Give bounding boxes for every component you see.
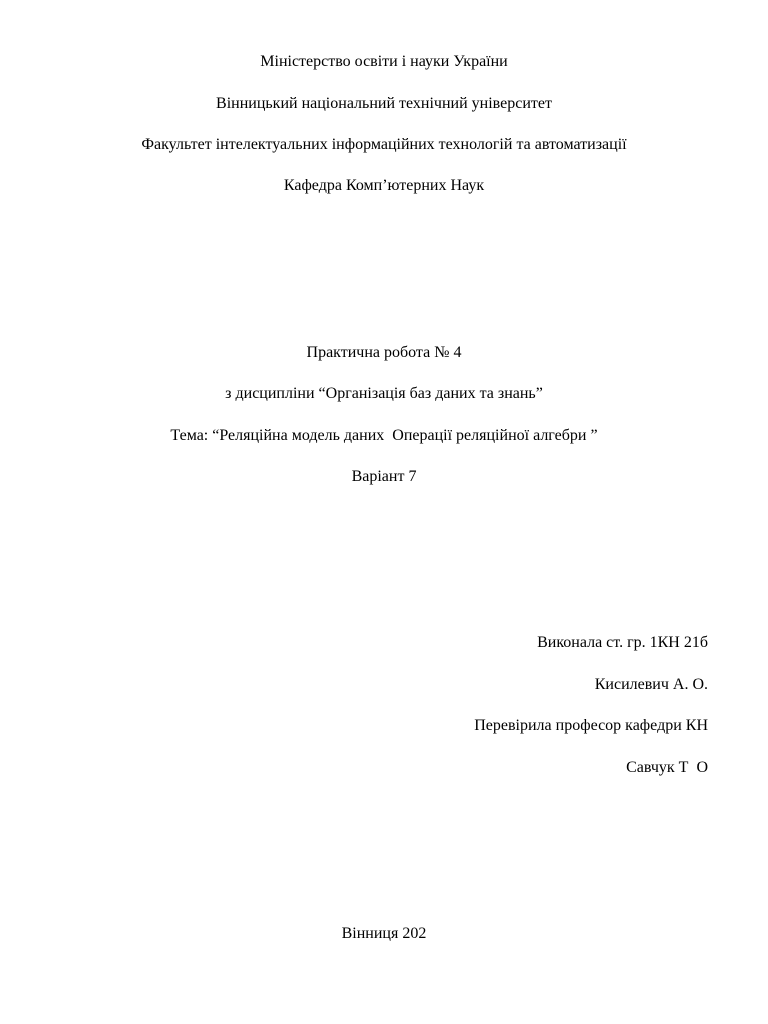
topic-line: Тема: “Реляційна модель даних Операції реляційної алгебри ” xyxy=(170,427,598,444)
performed-by-line: Виконала ст. гр. 1КН 21б xyxy=(537,634,708,651)
variant-line: Варіант 7 xyxy=(351,468,417,485)
university-line: Вінницький національний технічний університет xyxy=(216,95,552,112)
discipline-line: з дисципліни “Організація баз даних та знань” xyxy=(225,385,543,402)
ministry-line: Міністерство освіти і науки України xyxy=(260,53,508,70)
city-year: Вінниця 202 xyxy=(341,925,427,942)
student-name: Кисилевич А. О. xyxy=(594,676,708,693)
teacher-name: Савчук Т О xyxy=(626,759,708,776)
work-title: Практична робота № 4 xyxy=(306,344,462,361)
faculty-line: Факультет інтелектуальних інформаційних технологій та автоматизації xyxy=(141,136,627,153)
department-line: Кафедра Комп’ютерних Наук xyxy=(283,177,485,194)
checked-by-line: Перевірила професор кафедри КН xyxy=(474,717,708,734)
